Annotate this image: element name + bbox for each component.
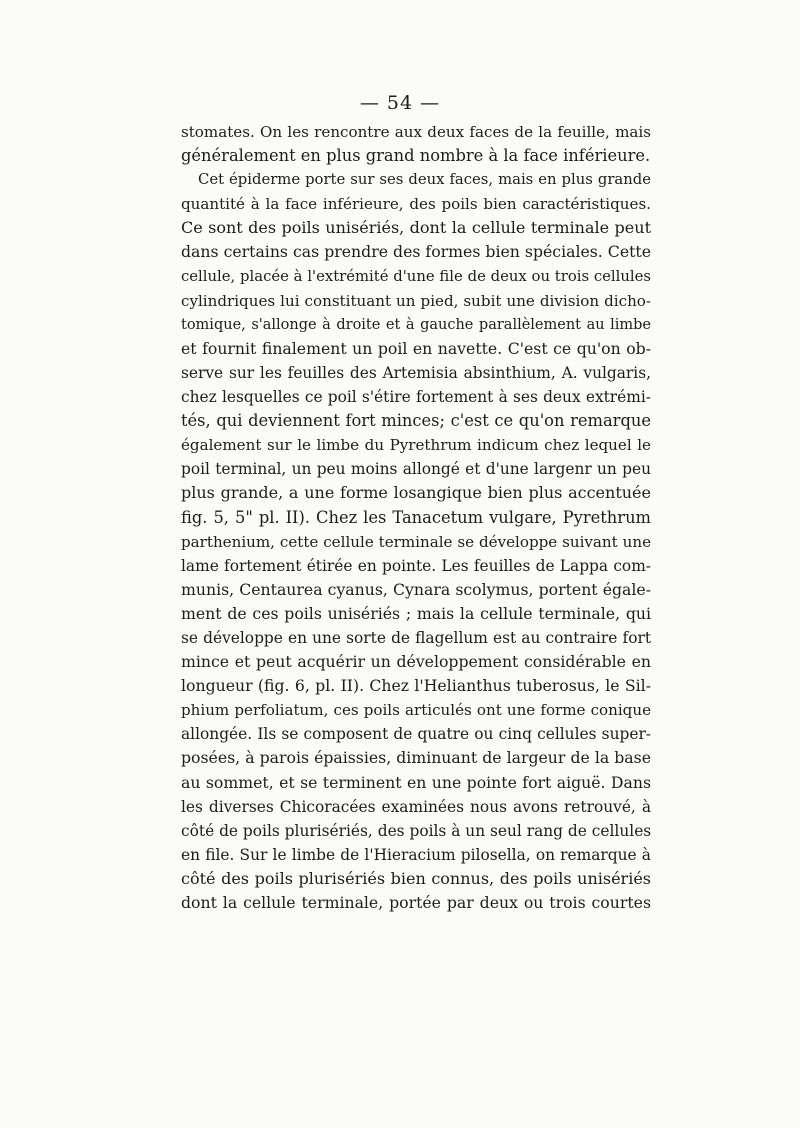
text-line: se développe en une sorte de flagellum est au contraire fort [181,628,651,647]
text-line: Ce sont des poils unisériés, dont la cellule terminale peut [181,218,651,238]
text-line: les diverses Chicoracées examinées nous avons retrouvé, à [181,797,651,816]
text-line: lame fortement étirée en pointe. Les feuilles de Lappa com- [181,556,651,575]
text-line: au sommet, et se terminent en une pointe fort aiguë. Dans [181,772,651,792]
text-line: chez lesquelles ce poil s'étire fortement à ses deux extrémi- [181,388,651,407]
text-line: côté de poils plurisériés, des poils à un seul rang de cellules [181,821,651,840]
text-line: longueur (fig. 6, pl. II). Chez l'Helianthus tuberosus, le Sil- [181,676,651,696]
text-line: plus grande, a une forme losangique bien plus accentuée [181,483,651,503]
text-line: quantité à la face inférieure, des poils bien caractéristiques. [181,195,651,214]
text-line: phium perfoliatum, ces poils articulés ont une forme conique [181,701,651,720]
text-line: dans certains cas prendre des formes bien spéciales. Cette [181,242,651,262]
text-line: stomates. On les rencontre aux deux faces de la feuille, mais [181,123,651,141]
text-line: côté des poils plurisériés bien connus, des poils unisériés [181,868,651,888]
text-line: parthenium, cette cellule terminale se développe suivant une [181,532,651,551]
body-text [181,120,651,915]
text-line: généralement en plus grand nombre à la face inférieure. [181,146,651,166]
text-line: dont la cellule terminale, portée par deux ou trois courtes [181,893,651,912]
text-line: serve sur les feuilles des Artemisia absinthium, A. vulgaris, [181,363,651,382]
text-line: et fournit finalement un poil en navette. C'est ce qu'on ob- [181,338,651,358]
text-line: également sur le limbe du Pyrethrum indicum chez lequel le [181,436,651,455]
text-line: posées, à parois épaissies, diminuant de largeur de la base [181,748,651,768]
text-line: ment de ces poils unisériés ; mais la cellule terminale, qui [181,603,651,623]
text-line: munis, Centaurea cyanus, Cynara scolymus, portent égale- [181,579,651,599]
text-line: tomique, s'allonge à droite et à gauche parallèlement au limbe [181,316,651,333]
text-line: en file. Sur le limbe de l'Hieracium pilosella, on remarque à [181,845,651,864]
text-line: cellule, placée à l'extrémité d'une file de deux ou trois cellules [181,267,651,285]
text-line: fig. 5, 5" pl. II). Chez les Tanacetum vulgare, Pyrethrum [181,507,651,527]
text-line: mince et peut acquérir un développement considérable en [181,652,651,672]
page-number: — 54 — [359,92,441,114]
text-line: tés, qui deviennent fort minces; c'est ce qu'on remarque [181,411,651,431]
text-line: Cet épiderme porte sur ses deux faces, mais en plus grande [198,171,651,189]
text-line: cylindriques lui constituant un pied, subit une division dicho- [181,291,651,310]
text-line: poil terminal, un peu moins allongé et d'une largenr un peu [181,460,651,479]
text-line: allongée. Ils se composent de quatre ou cinq cellules super- [181,725,651,744]
